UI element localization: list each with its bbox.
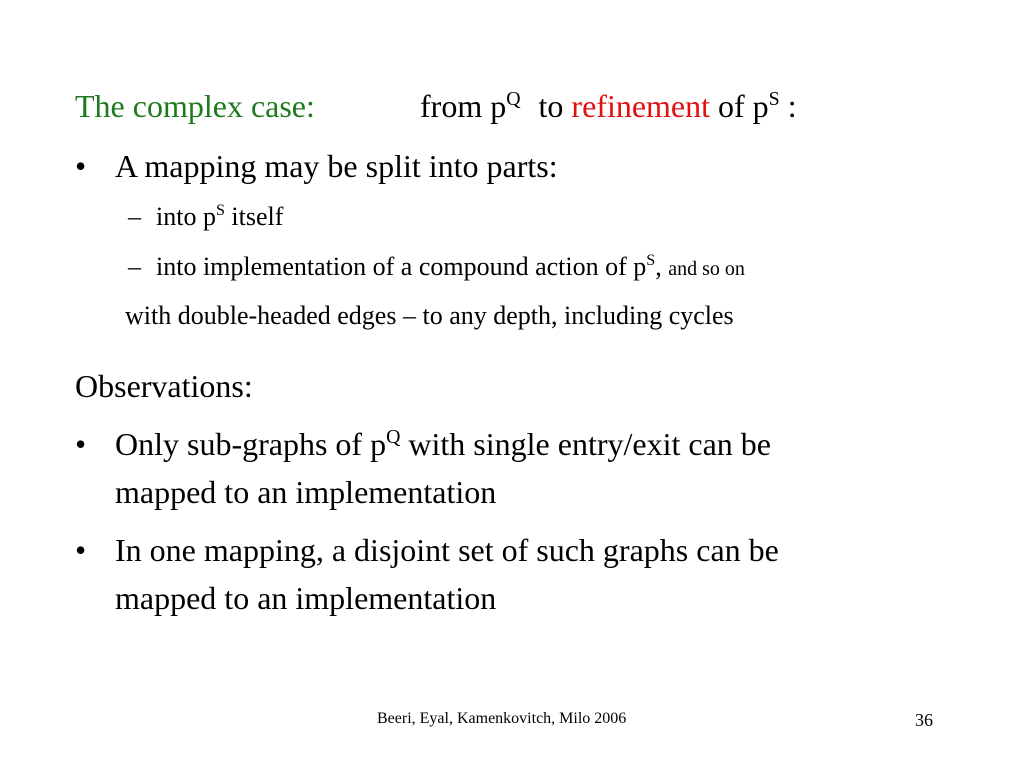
obs1-text-b: with single entry/exit can be: [400, 426, 771, 462]
footer-authors: Beeri, Eyal, Kamenkovitch, Milo 2006: [377, 710, 627, 727]
sub1-text: into p: [156, 202, 216, 231]
sub2-text: into implementation of a compound action of p: [156, 252, 647, 281]
title-of: of p: [718, 88, 769, 124]
observations-heading: Observations:: [75, 368, 253, 404]
title-from-sup: Q: [506, 87, 521, 110]
with-line: with double-headed edges – to any depth, including cycles: [125, 301, 734, 330]
title-refinement: refinement: [571, 88, 711, 124]
title-of-sup: S: [768, 87, 780, 110]
observation-2-line-2: mapped to an implementation: [115, 580, 497, 616]
page-number: 36: [915, 710, 933, 730]
sub2-small: and so on: [668, 258, 745, 280]
observation-1-line-2: mapped to an implementation: [115, 474, 497, 510]
title-from: from p: [420, 88, 507, 124]
obs2-line1: In one mapping, a disjoint set of such graphs can be: [115, 532, 779, 568]
bullet-marker: •: [75, 148, 87, 184]
dash-marker: –: [128, 252, 141, 281]
sub1-sup: S: [215, 202, 225, 220]
slide-title: [75, 90, 315, 122]
bullet-marker: •: [75, 426, 87, 462]
obs1-text-a: Only sub-graphs of p: [115, 426, 387, 462]
sub2-rest: ,: [655, 252, 662, 281]
point1-text: A mapping may be split into parts:: [115, 148, 558, 184]
sub2-sup: S: [646, 252, 656, 270]
title-to: to: [538, 88, 564, 124]
dash-marker: –: [128, 202, 141, 231]
title-label: The complex case:: [75, 88, 315, 124]
sub1-rest: itself: [224, 202, 284, 231]
bullet-marker: •: [75, 532, 87, 568]
title-colon: :: [787, 88, 797, 124]
obs1-sup: Q: [386, 425, 401, 448]
title-formula: [420, 87, 797, 124]
